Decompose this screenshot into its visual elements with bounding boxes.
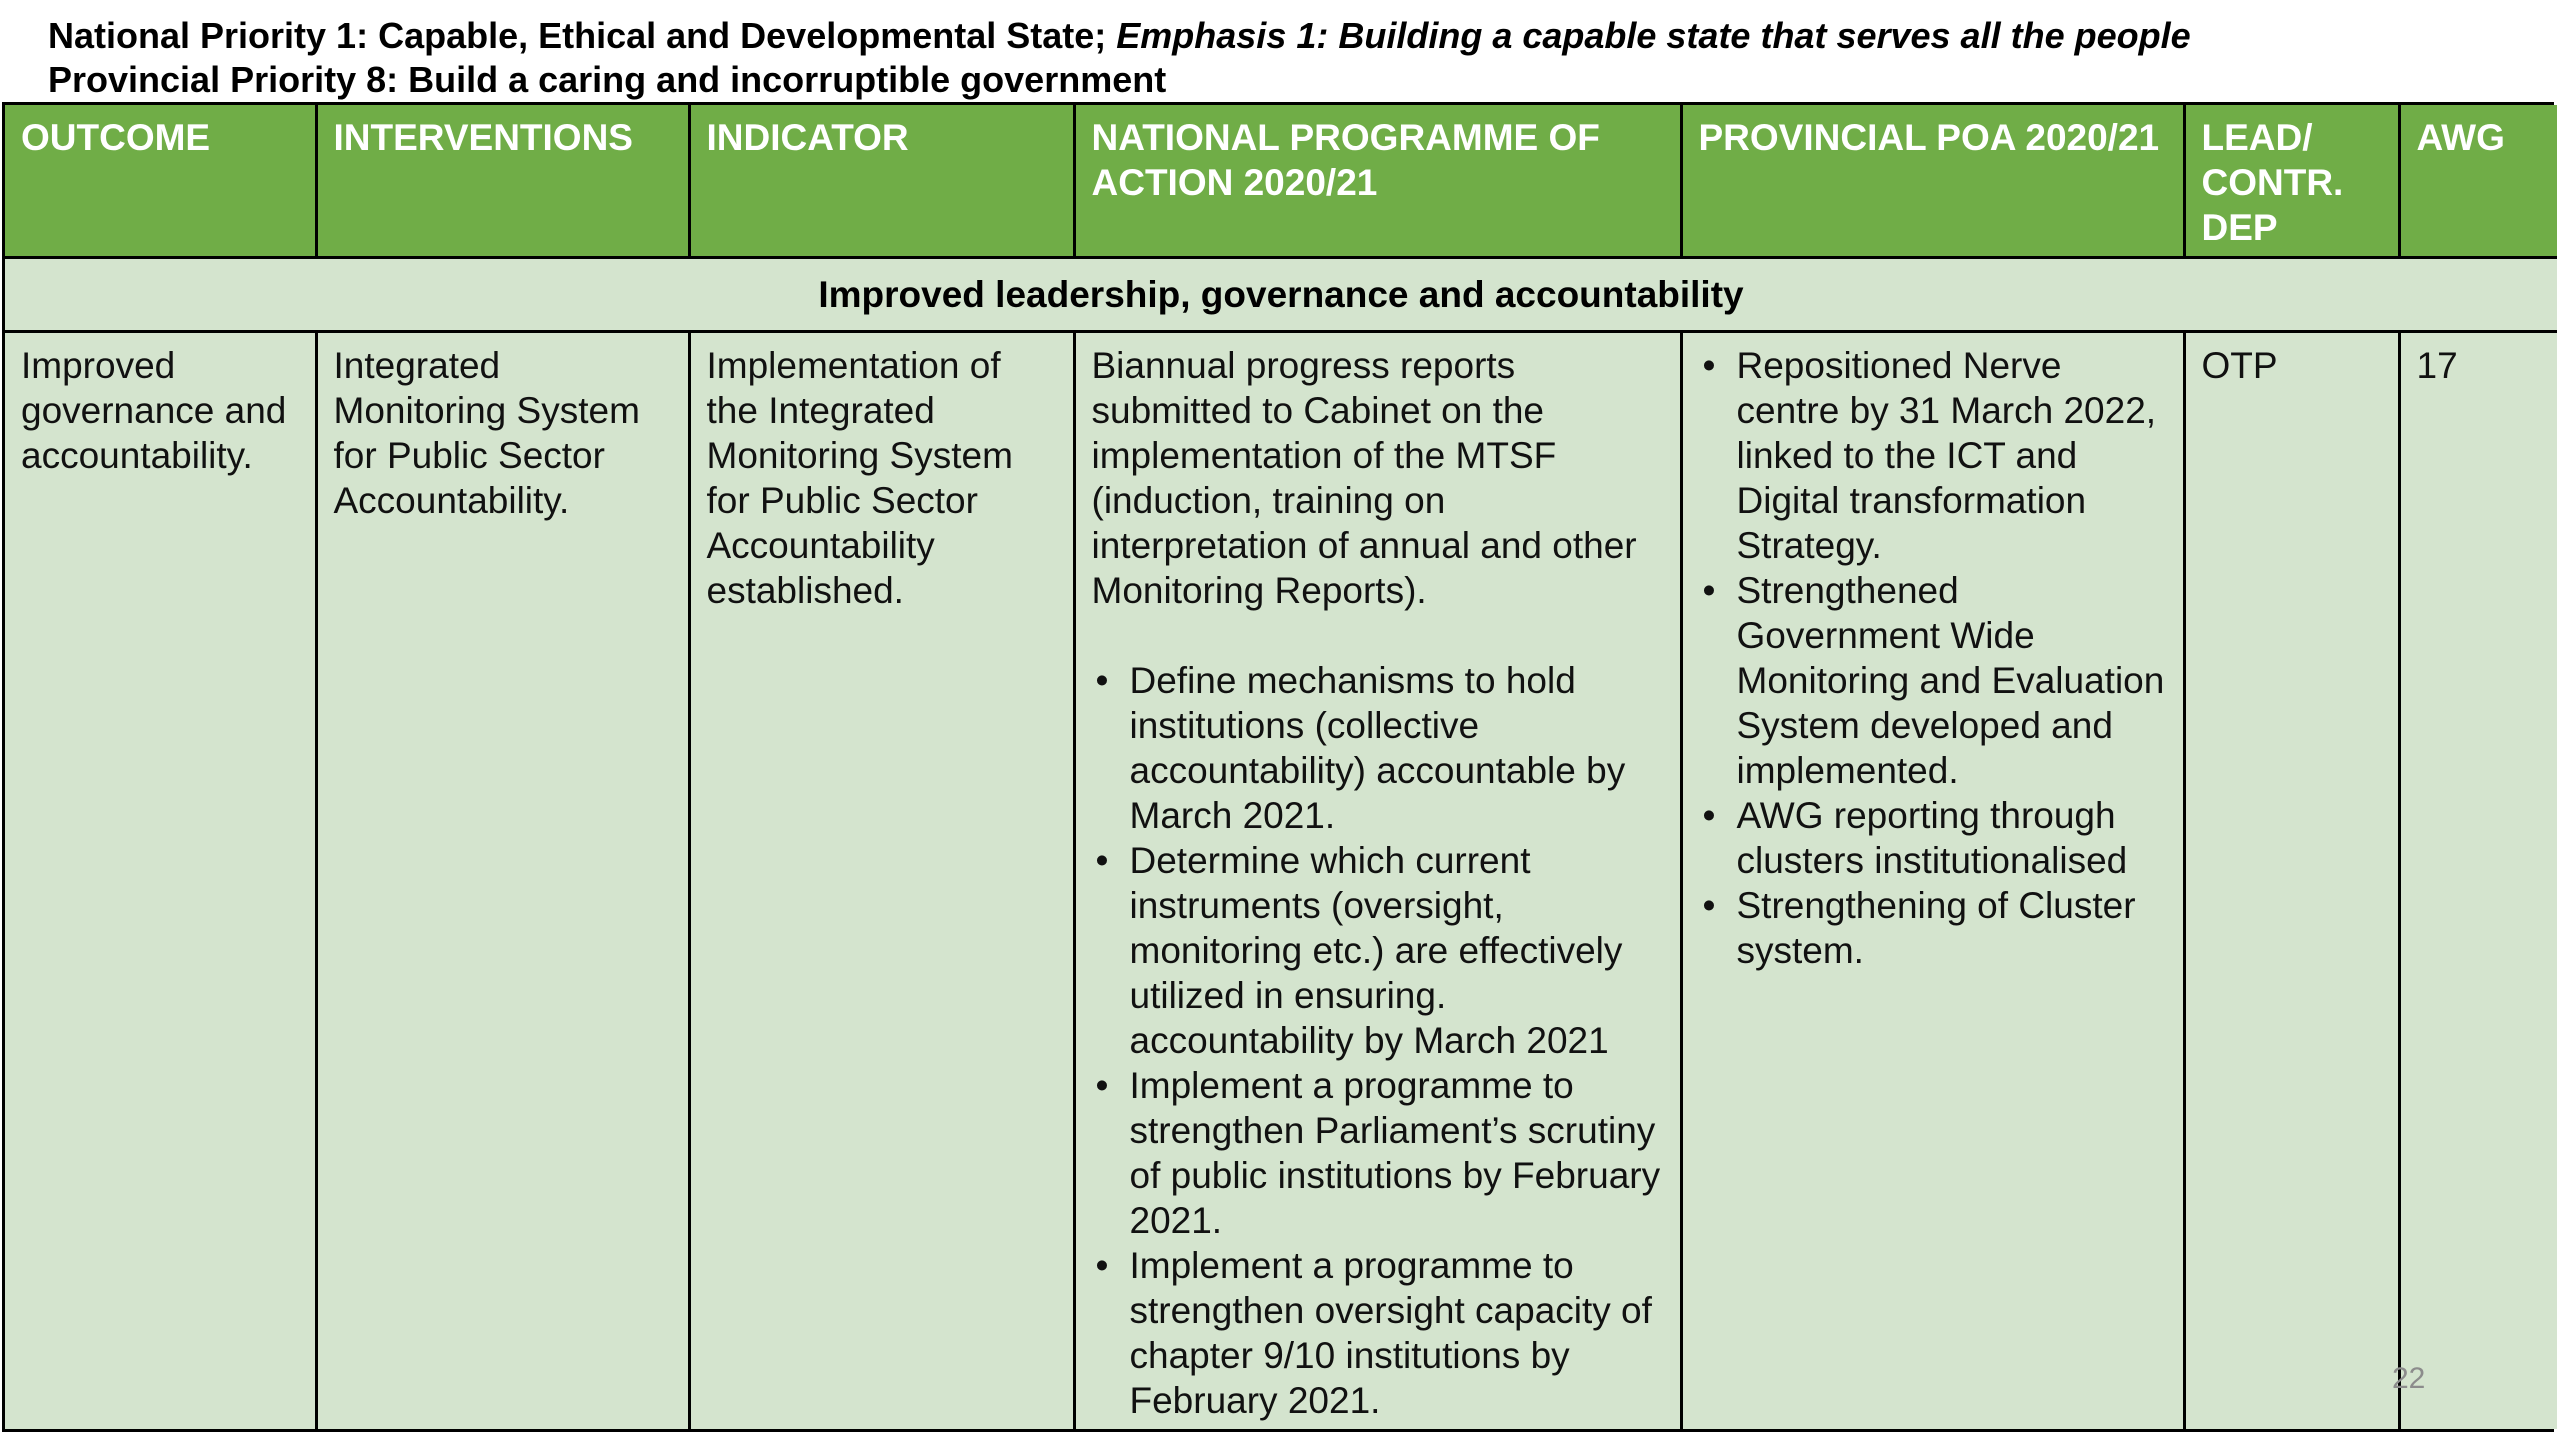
emphasis-text: Emphasis 1: Building a capable state that serves all the people: [1116, 15, 2191, 56]
list-item: • AWG reporting through clusters institutionalised: [1699, 793, 2167, 883]
list-item: • Determine which current instruments (oversight, monitoring etc.) are effectively utilized in ensuring. accountability by March 2021: [1092, 838, 1664, 1063]
list-item: • Define mechanisms to hold institutions (collective accountability) accountable by March 2021.: [1092, 658, 1664, 838]
page-number: 22: [2392, 1362, 2426, 1395]
header-provincial-poa: PROVINCIAL POA 2020/21: [1681, 105, 2184, 257]
slide-title: [48, 14, 2528, 102]
list-item: • Strengthened Government Wide Monitoring and Evaluation System developed and implemented.: [1699, 568, 2167, 793]
cell-indicator: Implementation of the Integrated Monitoring System for Public Sector Accountability established.: [689, 331, 1074, 1429]
cell-lead-dep: OTP: [2184, 331, 2399, 1429]
list-item: • Strengthening of Cluster system.: [1699, 883, 2167, 973]
cell-interventions: Integrated Monitoring System for Public Sector Accountability.: [316, 331, 689, 1429]
poa-table-container: [2, 102, 2554, 1432]
cell-provincial-poa: [1681, 331, 2184, 1429]
header-awg: AWG: [2399, 105, 2557, 257]
section-row: [5, 257, 2557, 331]
national-bullet-list: [1092, 658, 1664, 1423]
list-item: • Repositioned Nerve centre by 31 March 2022, linked to the ICT and Digital transformation Strategy.: [1699, 343, 2167, 568]
header-interventions: INTERVENTIONS: [316, 105, 689, 257]
cell-outcome: Improved governance and accountability.: [5, 331, 316, 1429]
list-item: • Implement a programme to strengthen Parliament’s scrutiny of public institutions by February 2021.: [1092, 1063, 1664, 1243]
provincial-bullet-list: [1699, 343, 2167, 973]
title-line-1: [48, 14, 2528, 58]
header-row: [5, 105, 2557, 257]
header-outcome: OUTCOME: [5, 105, 316, 257]
title-line-2: Provincial Priority 8: Build a caring and incorruptible government: [48, 59, 1167, 100]
list-item: • Implement a programme to strengthen oversight capacity of chapter 9/10 institutions by February 2021.: [1092, 1243, 1664, 1423]
header-national-poa: NATIONAL PROGRAMME OF ACTION 2020/21: [1074, 105, 1681, 257]
cell-national-poa: [1074, 331, 1681, 1429]
national-priority-text: National Priority 1: Capable, Ethical and Developmental State;: [48, 15, 1117, 56]
section-title: Improved leadership, governance and accountability: [5, 257, 2557, 331]
poa-table: [5, 105, 2557, 1429]
header-indicator: INDICATOR: [689, 105, 1074, 257]
cell-awg: 17: [2399, 331, 2557, 1429]
header-lead-dep: LEAD/ CONTR. DEP: [2184, 105, 2399, 257]
table-row: [5, 331, 2557, 1429]
national-intro: Biannual progress reports submitted to Cabinet on the implementation of the MTSF (induction, training on interpretation of annual and other Monitoring Reports).: [1091, 344, 1637, 611]
